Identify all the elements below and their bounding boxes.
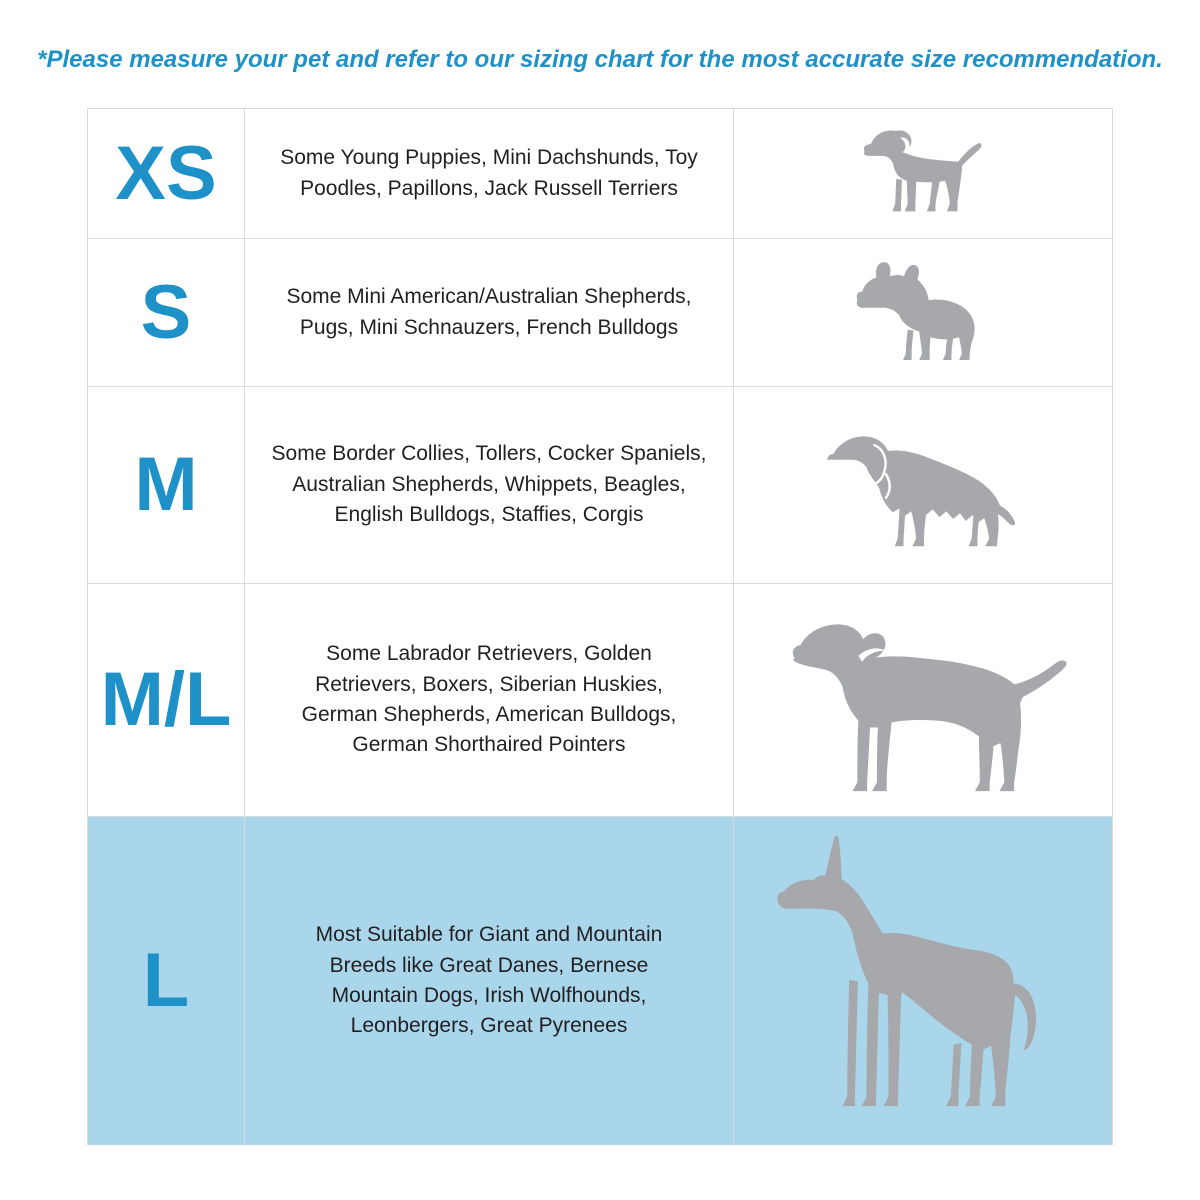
dog-cell-s [734,239,1112,386]
size-label-s: S [140,269,192,355]
desc-line: Australian Shepherds, Whippets, Beagles, [292,472,686,496]
desc-line: Breeds like Great Danes, Bernese [329,953,649,977]
dog-m-spaniel-silhouette-icon [816,410,1030,561]
breed-description-ml [302,639,677,761]
size-label-l: L [142,938,190,1023]
desc-line: Mountain Dogs, Irish Wolfhounds, [331,984,647,1007]
breed-description-m [272,439,707,530]
dog-cell-xs [734,109,1112,238]
dog-l-great-dane-silhouette-icon [760,828,1086,1135]
desc-line: Most Suitable for Giant and Mountain [315,923,663,947]
desc-line: Leonbergers, Great Pyrenees [350,1014,628,1038]
desc-line: Some Labrador Retrievers, Golden [326,642,652,666]
size-row-l [88,816,1112,1145]
desc-line: Poodles, Papillons, Jack Russell Terriers [300,176,678,200]
size-label-xs: XS [115,130,217,216]
size-cell-m [88,387,245,583]
dog-cell-m [734,387,1112,583]
dog-ml-labrador-silhouette-icon [776,597,1070,803]
desc-cell-s [245,239,734,386]
dog-cell-l [734,817,1112,1145]
desc-cell-m [245,387,734,583]
size-cell-l [88,817,245,1145]
desc-line: German Shepherds, American Bulldogs, [301,703,677,726]
size-cell-s [88,239,245,386]
breed-description-l [316,920,663,1042]
sizing-note: *Please measure your pet and refer to our sizing chart for the most accurate size recommendation. [37,46,1163,73]
desc-line: Retrievers, Boxers, Siberian Huskies, [315,672,663,696]
size-cell-ml [88,584,245,816]
desc-line: Pugs, Mini Schnauzers, French Bulldogs [299,315,679,339]
breed-description-s [286,282,691,343]
size-chart-table [87,108,1113,1145]
size-row-ml [88,583,1112,816]
size-cell-xs [88,109,245,238]
desc-line: Some Border Collies, Tollers, Cocker Spaniels, [271,442,707,466]
dog-cell-ml [734,584,1112,816]
desc-cell-ml [245,584,734,816]
size-label-ml: M/L [100,657,232,742]
desc-line: Some Mini American/Australian Shepherds, [286,285,692,309]
dog-xs-puppy-silhouette-icon [856,126,990,222]
desc-line: Some Young Puppies, Mini Dachshunds, Toy [280,146,698,170]
desc-cell-xs [245,109,734,238]
size-row-m [88,386,1112,583]
breed-description-xs [280,143,698,204]
desc-cell-l [245,817,734,1145]
size-label-m: M [134,442,198,527]
desc-line: German Shorthaired Pointers [352,733,626,757]
desc-line: English Bulldogs, Staffies, Corgis [334,503,644,527]
dog-s-french-bulldog-silhouette-icon [847,260,999,365]
size-row-xs [88,109,1112,238]
size-row-s [88,238,1112,386]
